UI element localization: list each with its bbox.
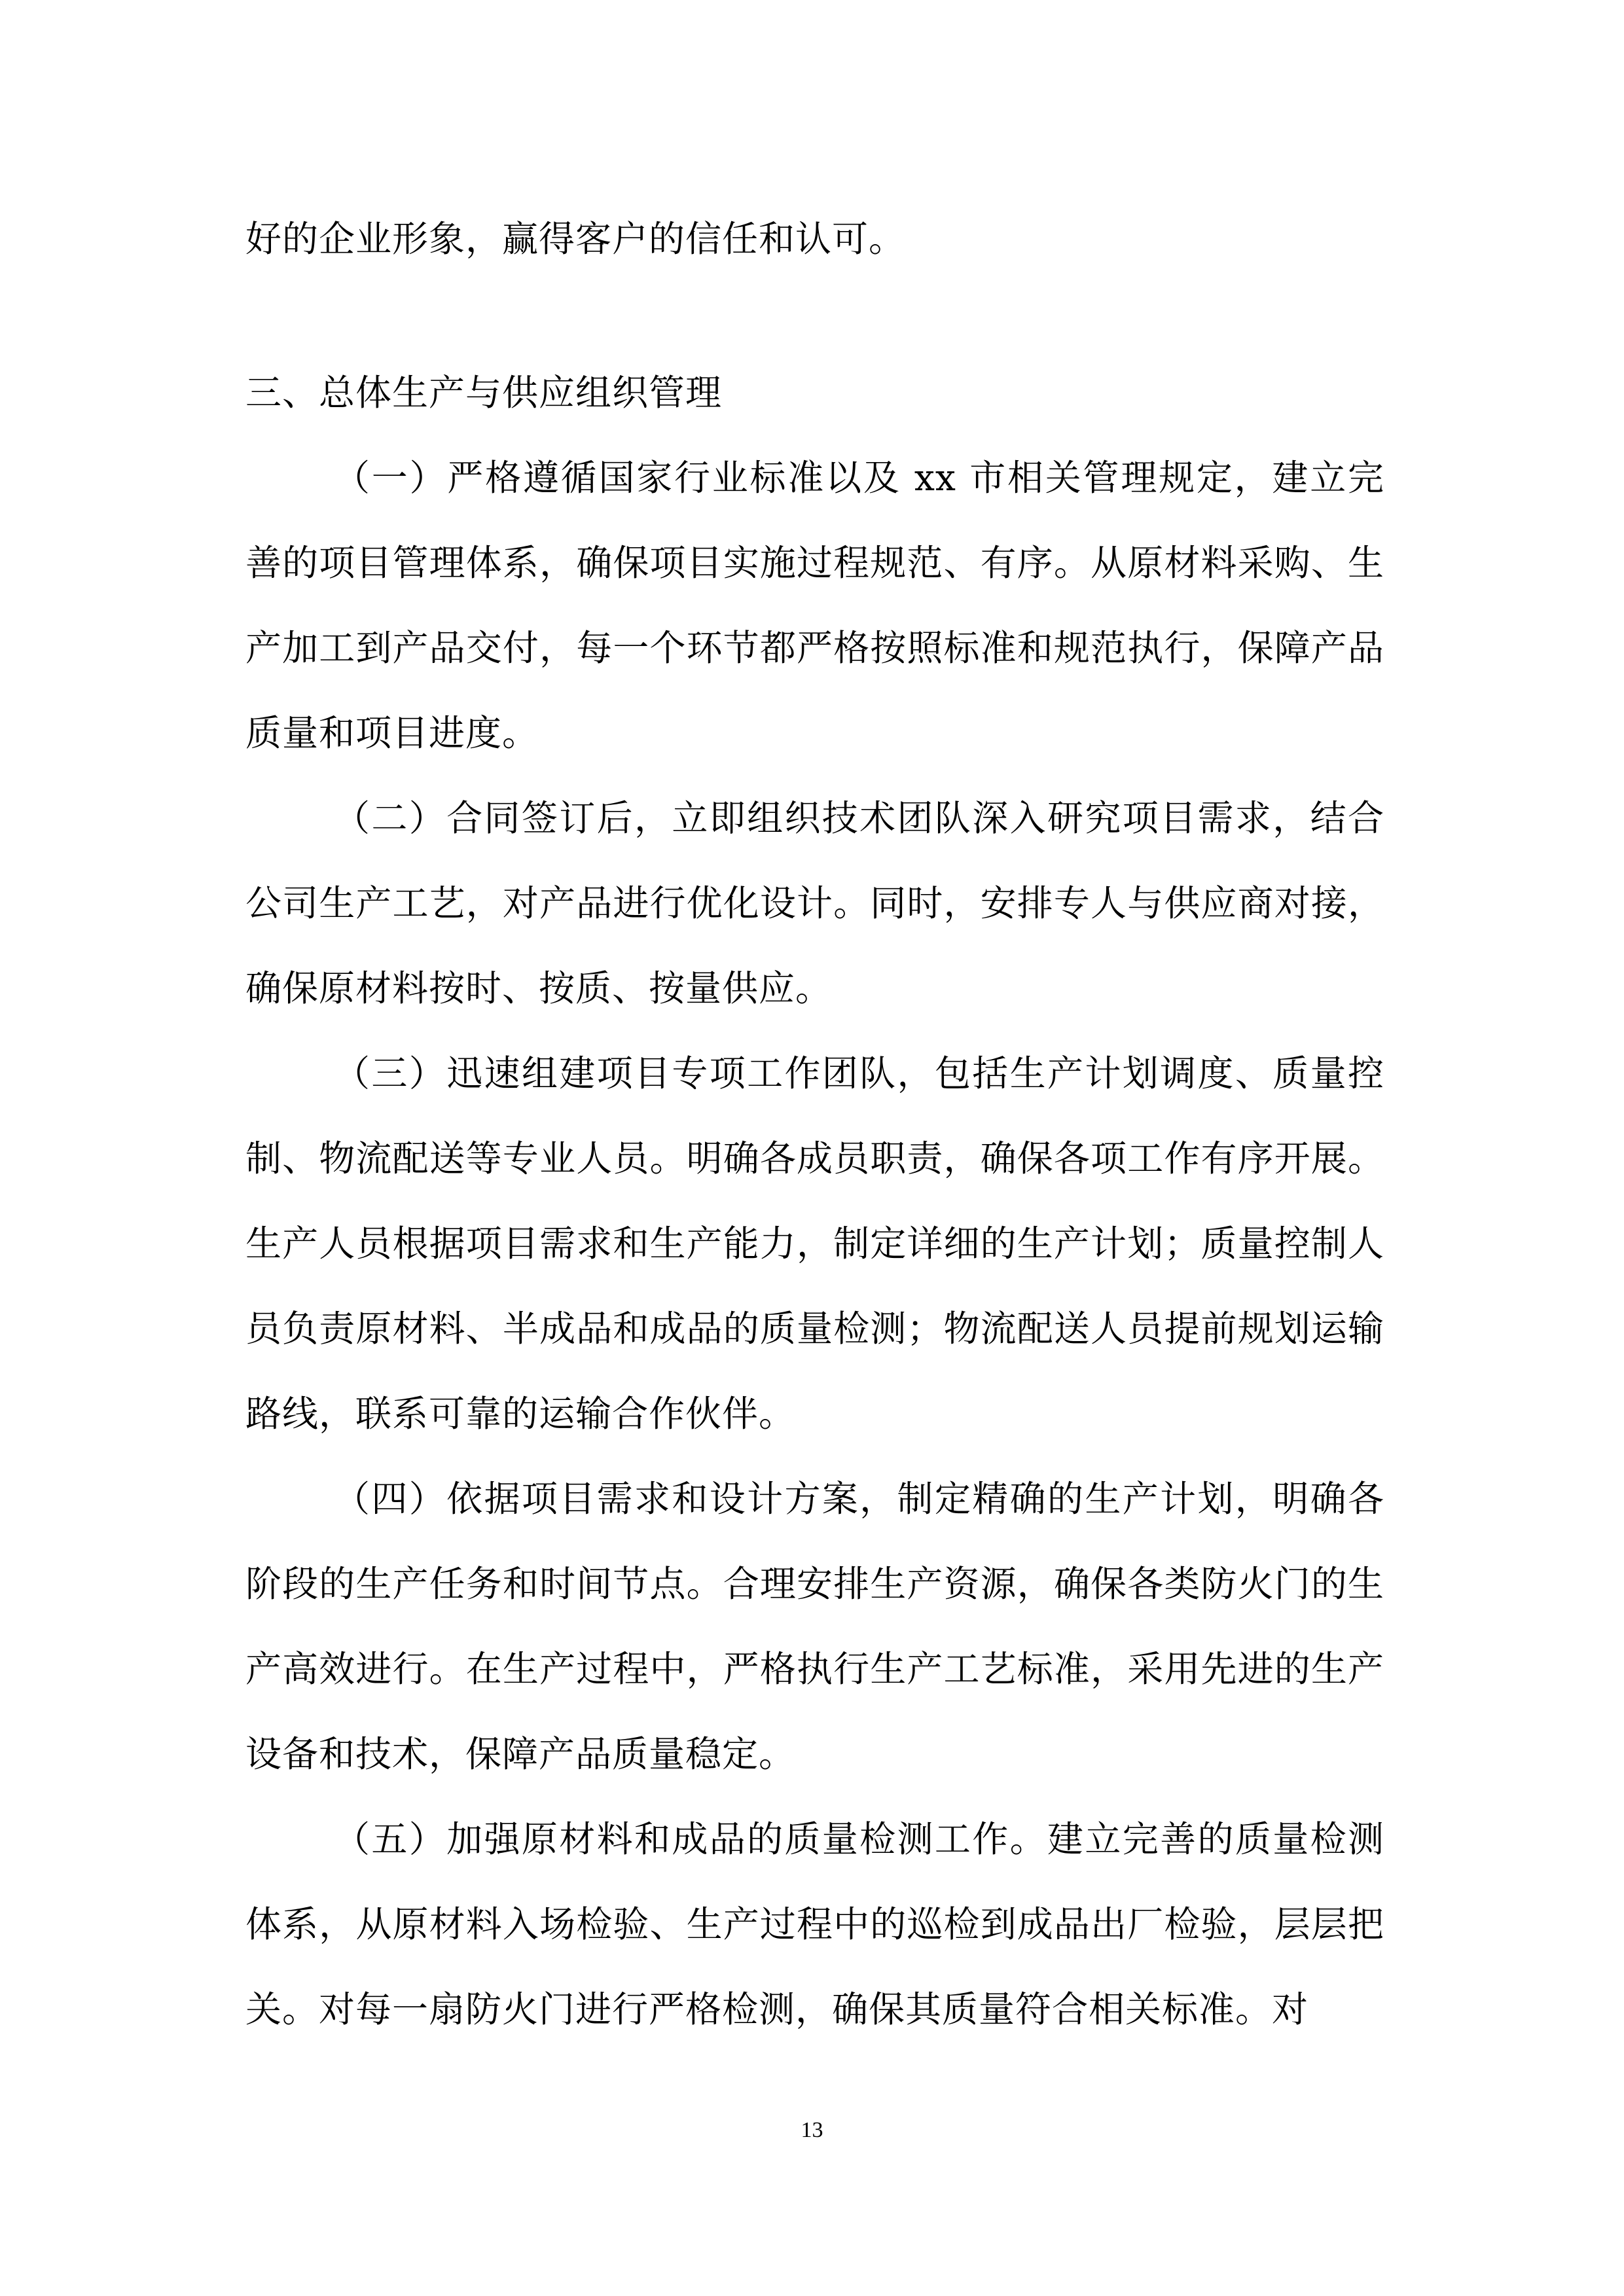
section-heading-block bbox=[245, 350, 1384, 435]
continuation-text-block bbox=[245, 196, 1384, 281]
section-heading: 三、总体生产与供应组织管理 bbox=[245, 372, 723, 414]
paragraph-4: （四）依据项目需求和设计方案，制定精确的生产计划，明确各阶段的生产任务和时间节点。合理安排生产资源，确保各类防火门的生产高效进行。在生产过程中，严格执行生产工艺标准，采用先进的生产设备和技术，保障产品质量稳定。 bbox=[245, 1478, 1384, 1775]
paragraph-5: （五）加强原材料和成品的质量检测工作。建立完善的质量检测体系，从原材料入场检验、生产过程中的巡检到成品出厂检验，层层把关。对每一扇防火门进行严格检测，确保其质量符合相关标准。对 bbox=[245, 1818, 1384, 2030]
paragraph-3: （三）迅速组建项目专项工作团队，包括生产计划调度、质量控制、物流配送等专业人员。明确各成员职责，确保各项工作有序开展。生产人员根据项目需求和生产能力，制定详细的生产计划；质量控制人员负责原材料、半成品和成品的质量检测；物流配送人员提前规划运输路线，联系可靠的运输合作伙伴。 bbox=[245, 1052, 1384, 1435]
paragraph-2: （二）合同签订后，立即组织技术团队深入研究项目需求，结合公司生产工艺，对产品进行优化设计。同时，安排专人与供应商对接，确保原材料按时、按质、按量供应。 bbox=[245, 797, 1384, 1009]
body-text-block bbox=[245, 435, 1384, 2052]
continuation-paragraph: 好的企业形象，赢得客户的信任和认可。 bbox=[245, 218, 906, 260]
paragraph-1: （一）严格遵循国家行业标准以及 xx 市相关管理规定，建立完善的项目管理体系，确保项目实施过程规范、有序。从原材料采购、生产加工到产品交付，每一个环节都严格按照标准和规范执行，保障产品质量和项目进度。 bbox=[245, 457, 1384, 754]
page-number: 13 bbox=[801, 2118, 823, 2142]
